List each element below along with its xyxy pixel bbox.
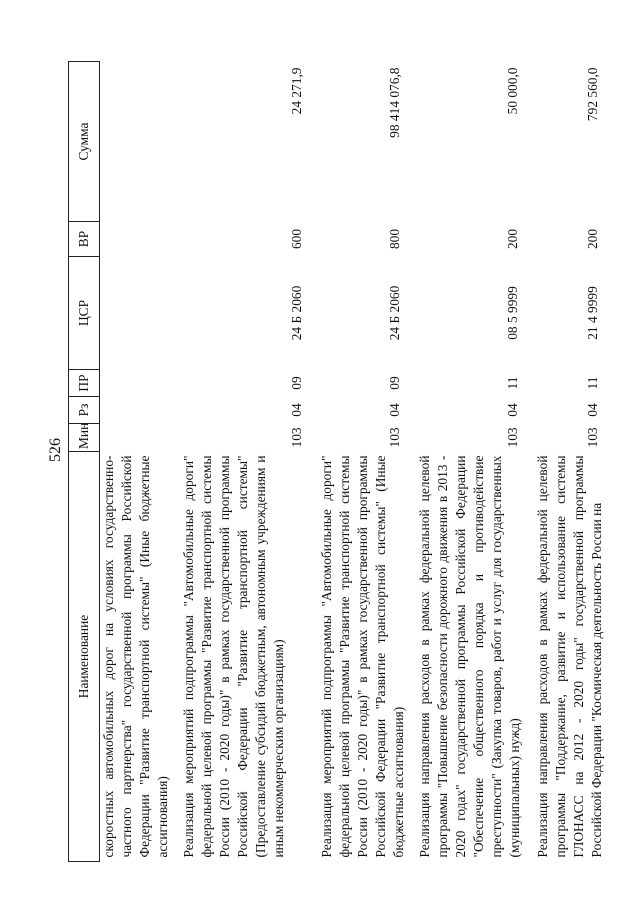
- row-pr-cell: 11: [585, 376, 600, 390]
- row-name-cell: Реализация направления расходов в рамках федеральной целевой программы "Повышение безопасности дорожного движения в 2013 - 2020 годах" государственной программы Российской Федерации "Обеспечение общественного порядка и противодействие преступности" (Закупка товаров, работ и услуг для государственных (муниципальных) нужд): [417, 455, 522, 858]
- table-row: [410, 62, 528, 862]
- row-min-cell: 103: [585, 427, 600, 448]
- row-rz-cell: 04: [387, 403, 402, 417]
- row-name-cell: скоростных автомобильных дорог на условиях государственно-частного партнерства" государственной программы Российской Федерации "Развитие транспортной системы" (Иные бюджетные ассигнования): [101, 455, 170, 858]
- header-csr: ЦСР: [69, 257, 100, 370]
- row-sum-cell: 98 414 076,8: [387, 67, 402, 138]
- row-vr-cell: 200: [505, 228, 520, 250]
- header-min: Мин: [69, 424, 100, 452]
- row-pr-cell: 09: [387, 376, 402, 390]
- row-sum-cell: [100, 62, 175, 222]
- row-name-cell: Реализация направления расходов в рамках федеральной целевой программы "Поддержание, развитие и использование системы ГЛОНАСС на 2012 - 2020 годы" государственной программы Российской Федерации "Космическая деятельность России на: [535, 455, 604, 858]
- header-pr: ПР: [69, 370, 100, 397]
- row-sum-cell: 24 271,9: [289, 67, 304, 115]
- header-sum: Сумма: [69, 62, 100, 222]
- header-rz: Рз: [69, 397, 100, 424]
- budget-table: [68, 61, 608, 862]
- row-pr-cell: 11: [505, 376, 520, 390]
- row-name-cell: Реализация мероприятий подпрограммы "Автомобильные дороги" федеральной целевой программы "Развитие транспортной системы России (2010 - 2020 годы)" в рамках государственной программы Российской Федерации "Развитие транспортной системы" (Предоставление субсидий бюджетным, автономным учреждениям и иным некоммерческим организациям): [181, 455, 286, 858]
- table-row: [100, 62, 175, 862]
- row-rz-cell: 04: [505, 403, 520, 417]
- row-vr-cell: 800: [387, 228, 402, 250]
- header-name: Наименование: [69, 452, 100, 862]
- row-min-cell: 103: [387, 427, 402, 448]
- row-sum-cell: 792 560,0: [585, 67, 600, 122]
- row-name-cell: Реализация мероприятий подпрограммы "Автомобильные дороги" федеральной целевой программы "Развитие транспортной системы России (2010 - 2020 годы)" в рамках государственной программы Российской Федерации "Развитие транспортной системы" (Иные бюджетные ассигнования): [319, 455, 406, 858]
- table-header-row: [69, 62, 100, 862]
- row-min-cell: 103: [289, 427, 304, 448]
- row-rz-cell: [100, 397, 175, 424]
- row-sum-cell: 50 000,0: [505, 67, 520, 115]
- header-vr: ВР: [69, 222, 100, 257]
- row-csr-cell: 08 5 9999: [505, 286, 520, 340]
- page-number-text: 526: [47, 438, 64, 462]
- row-csr-cell: 21 4 9999: [585, 286, 600, 340]
- table-row: [312, 62, 410, 862]
- row-csr-cell: 24 Б 2060: [289, 285, 304, 341]
- row-min-cell: [100, 424, 175, 452]
- row-rz-cell: 04: [289, 403, 304, 417]
- page-number: [44, 440, 64, 466]
- table-row: [528, 62, 608, 862]
- row-vr-cell: [100, 222, 175, 257]
- rotated-budget-table-sheet: [68, 62, 603, 862]
- row-csr-cell: [100, 257, 175, 370]
- row-vr-cell: 200: [585, 228, 600, 250]
- row-pr-cell: [100, 370, 175, 397]
- table-row: [174, 62, 312, 862]
- row-csr-cell: 24 Б 2060: [387, 285, 402, 341]
- row-pr-cell: 09: [289, 376, 304, 390]
- row-min-cell: 103: [505, 427, 520, 448]
- row-vr-cell: 600: [289, 228, 304, 250]
- row-rz-cell: 04: [585, 403, 600, 417]
